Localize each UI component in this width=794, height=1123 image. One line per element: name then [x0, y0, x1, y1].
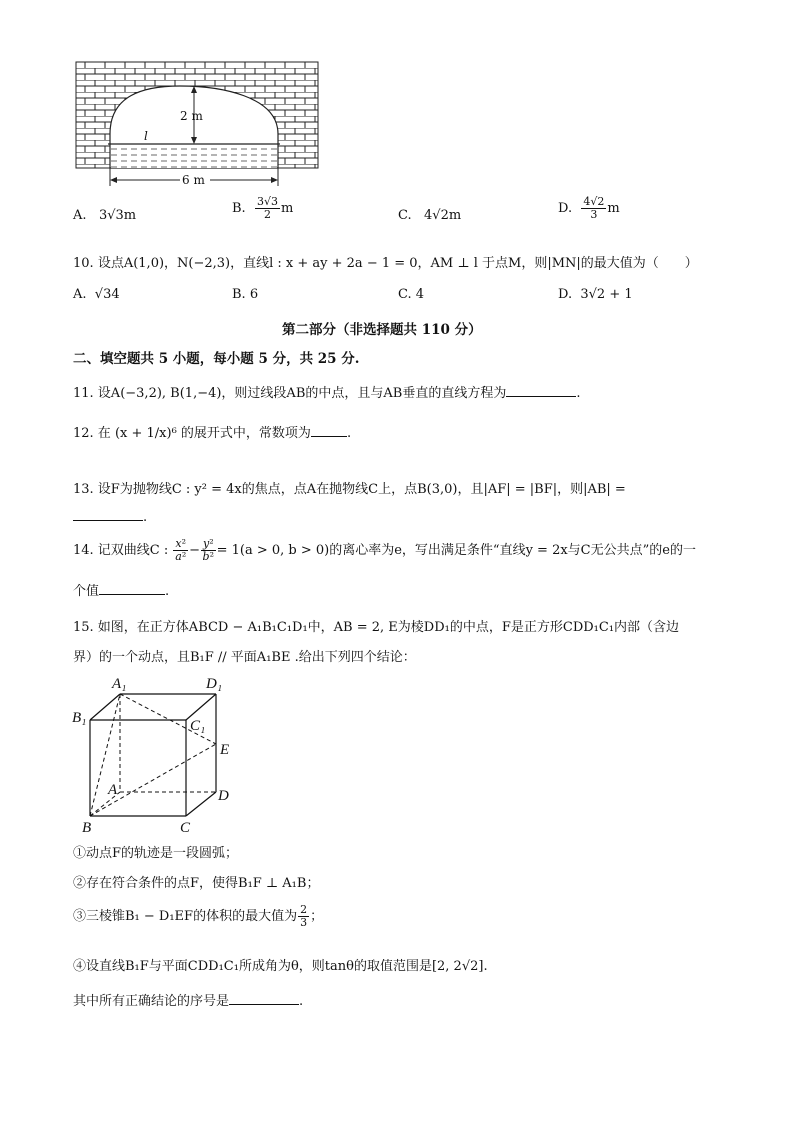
q13-answer-line: .: [73, 508, 147, 525]
arch-figure: [70, 56, 330, 188]
cube-label-c: C: [180, 820, 191, 836]
q14: 14. 记双曲线C : $\frac{\text{x²}}{\text{a²}}$ − $\frac{\text{y²}}{\text{b²}}$ = 1(a > 0, b > 0)的离心率为e，写出满足条件“直线y = 2x与C无公共点”的e的一: [73, 537, 696, 563]
cube-label-b: B: [82, 820, 92, 836]
q15-line1: 15. 如图，在正方体ABCD − A₁B₁C₁D₁中，AB = 2, E为棱DD₁的中点，F是正方形CDD₁C₁内部（含边: [73, 620, 680, 635]
q9-option-c: C. 4√2m: [398, 208, 462, 223]
q14-line2: 个值 .: [73, 584, 170, 599]
part2-title: 第二部分（非选择题共 110 分）: [282, 322, 482, 338]
q15-conclusion-1: ①动点F的轨迹是一段圆弧；: [73, 846, 239, 861]
line-label: l: [144, 129, 148, 143]
q13-answer-blank[interactable]: [73, 508, 143, 521]
q13: 13. 设F为抛物线C : y² = 4x的焦点，点A在抛物线C上，点B(3,0)，且|AF| = |BF|，则|AB| =: [73, 482, 626, 497]
q10-option-b: B. 6: [232, 287, 259, 302]
cube-label-d1: D₁: [206, 676, 223, 692]
q9-option-a: A. 3√3m: [73, 208, 137, 223]
q9-option-d: D. $\frac{4√2}{3}$ m: [558, 195, 620, 221]
q10-option-d: D. 3√2 + 1: [558, 287, 633, 302]
height-label: 2 m: [180, 109, 203, 123]
width-arrow-head-left: [110, 177, 117, 183]
cube-label-c1: C₁: [190, 718, 206, 734]
cube-label-a: A: [108, 782, 118, 798]
q15-conclusion-2: ②存在符合条件的点F，使得B₁F ⊥ A₁B；: [73, 876, 320, 891]
cube-label-e: E: [220, 742, 230, 758]
q15-conclusion-4: ④设直线B₁F与平面CDD₁C₁所成角为θ，则tanθ的取值范围是[2, 2√2].: [73, 959, 488, 974]
q15-ask: 其中所有正确结论的序号是 .: [73, 994, 304, 1009]
q14-answer-blank[interactable]: [99, 582, 165, 595]
q15-answer-blank[interactable]: [229, 992, 299, 1005]
q10-option-c: C. 4: [398, 287, 425, 302]
q10-stem: 10. 设点A(1,0)，N(−2,3)，直线l : x + ay + 2a − 1 = 0，AM ⊥ l 于点M，则|MN|的最大值为（ ）: [73, 256, 698, 271]
q9-option-b: B. $\frac{3√3}{2}$ m: [232, 195, 294, 221]
water-area: [111, 144, 277, 168]
q12-answer-blank[interactable]: [311, 424, 347, 437]
q12: 12. 在 (x + 1/x)⁶ 的展开式中，常数项为 .: [73, 426, 352, 441]
cube-figure: [70, 672, 240, 837]
q10-option-a: A. √34: [73, 287, 120, 302]
q11: 11. 设A(−3,2), B(1,−4)，则过线段AB的中点，且与AB垂直的直线方程为 .: [73, 386, 581, 401]
cube-label-b1: B₁: [72, 710, 87, 726]
section2-heading: 二、填空题共 5 小题，每小题 5 分，共 25 分.: [73, 351, 360, 367]
q11-answer-blank[interactable]: [506, 384, 576, 397]
width-label: 6 m: [182, 173, 205, 187]
q15-line2: 界）的一个动点，且B₁F // 平面A₁BE .给出下列四个结论：: [73, 650, 416, 665]
cube-label-a1: A₁: [112, 676, 127, 692]
cube-label-d: D: [218, 788, 229, 804]
q15-conclusion-3: ③三棱锥B₁ − D₁EF的体积的最大值为 $\frac{2}{3}$ ；: [73, 903, 324, 929]
width-arrow-head-right: [271, 177, 278, 183]
